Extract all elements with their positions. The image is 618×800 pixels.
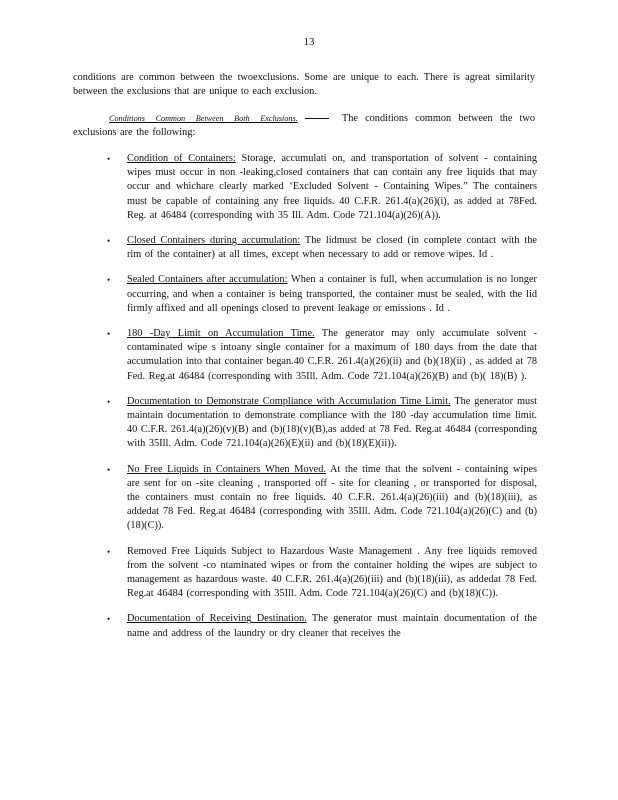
- bullet-icon: •: [107, 154, 111, 164]
- list-item-title: Closed Containers during accumulation:: [127, 235, 301, 247]
- bullet-icon: •: [107, 396, 111, 407]
- list-item: [107, 612, 537, 640]
- list-item: [107, 327, 537, 384]
- bullet-icon: •: [107, 329, 111, 340]
- list-item-title: 180 -Day Limit on Accumulation Time.: [127, 328, 315, 340]
- list-item: [107, 273, 537, 316]
- bullet-icon: •: [107, 275, 111, 286]
- list-item-title: No Free Liquids in Containers When Moved.: [127, 463, 326, 475]
- intro-paragraph: conditions are common between the twoexclusions. Some are unique to each. There is agreat similarity between the exclusions that are unique to each exclusion.: [73, 72, 535, 98]
- heading-underline-rule: [305, 118, 329, 119]
- list-item-text: The generator may only accumulate solvent - contaminated wipe s intoany single container for a maximum of 180 days from the date that accumulation into that container began.40 C.F.R. 261.4(a)(26)(ii) and (b)(18)(ii) , as added at 78 Fed. Reg.at 46484 (corresponding with 35Ill. Adm. Code 721.104(a)(26)(B) and (b)( 18)(B) ).: [127, 328, 537, 382]
- section-heading: Conditions Common Between Both Exclusions.: [109, 114, 298, 123]
- list-item-text: The generator must maintain documentation to demonstrate compliance with the 180 -day accumulation time limit. 40 C.F.R. 261.4(a)(26)(v)(B) and (b)(18)(v)(B),as added at 78 Fed. Reg.at 46484 (corresponding with 35Ill. Adm. Code 721.104(a)(26)(E)(ii) and (b)(18)(E)(ii)).: [127, 395, 537, 450]
- bullet-icon: •: [107, 614, 111, 625]
- list-item: [107, 234, 537, 262]
- list-item-title: Sealed Containers after accumulation:: [127, 274, 288, 286]
- list-item-title: Condition of Containers:: [127, 153, 236, 164]
- bullet-icon: •: [107, 464, 111, 475]
- list-item: [107, 152, 537, 223]
- list-item-text: When a container is full, when accumulation is no longer occurring, and when a container is being transported, the container must be sealed, with the lid firmly affixed and all openings closed to prevent leakage or emissions . Id .: [127, 274, 537, 314]
- list-item-title: Documentation of Receiving Destination.: [127, 613, 307, 625]
- list-item: [107, 545, 537, 602]
- bullet-icon: •: [107, 236, 111, 247]
- list-item: [107, 463, 537, 534]
- list-item-title: Documentation to Demonstrate Compliance with Accumulation Time Limit.: [127, 395, 451, 407]
- list-item: [107, 395, 537, 452]
- list-item-text: Storage, accumulati on, and transportation of solvent - containing wipes must occur in non -leaking,closed containers that can contain any free liquids that may occur and whichare clearly marked ‘Excluded Solvent - Containing Wipes.” The containers must be capable of containing any free liquids. 40 C.F.R. 261.4(a)(26)(i), as added at 78Fed. Reg. at 46484 (corresponding with 35 Ill. Adm. Code 721.104(a)(26)(A)).: [127, 153, 538, 221]
- list-item-text: The lidmust be closed (in complete contact with the rim of the container) at all times, except when necessary to add or remove wipes. Id .: [127, 235, 537, 261]
- list-item-text: The generator must maintain documentation of the name and address of the laundry or dry cleaner that receives the: [127, 613, 538, 639]
- section-paragraph: [73, 112, 535, 140]
- page-number: 13: [303, 36, 315, 48]
- list-item-text: At the time that the solvent - containing wipes are sent for on -site cleaning , transported off - site for cleaning , or transported for disposal, the containers must contain no free liquids. 40 C.F.R. 261.4(a)(26)(iii) and (b)(18)(iii), as addedat 78 Fed. Reg.at 46484 (corresponding with 35Ill. Adm. Code 721.104(a)(26)(C) and (b)(18)(C)).: [127, 463, 538, 532]
- list-item-text: Removed Free Liquids Subject to Hazardous Waste Management . Any free liquids removed from the solvent -co ntaminated wipes or from the container holding the wipes are subject to management as hazardous waste. 40 C.F.R. 261.4(a)(26)(iii) and (b)(18)(iii), as addedat 78 Fed. Reg.at 46484 (corresponding with 35Ill. Adm. Code 721.104(a)(26)(C) and (b)(18)(C)).: [127, 545, 537, 600]
- bullet-icon: •: [107, 546, 111, 557]
- conditions-list: [107, 152, 537, 652]
- section-text: The conditions common between the two exclusions are the following:: [73, 113, 536, 139]
